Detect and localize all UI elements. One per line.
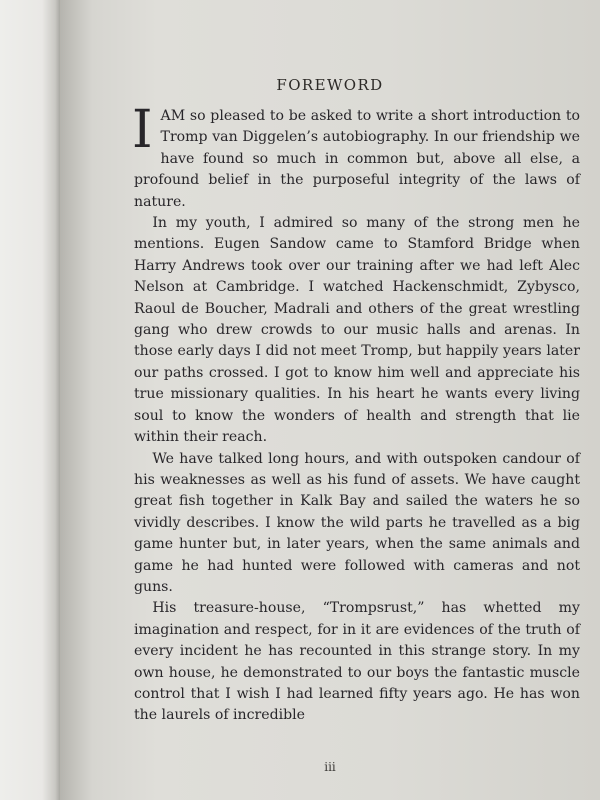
left-page-edge bbox=[0, 0, 60, 800]
book-page bbox=[60, 0, 600, 800]
drop-cap: I bbox=[132, 100, 153, 160]
paragraph-1-text: AM so pleased to be asked to write a short introduction to Tromp van Diggelen’s autobiography. In our friendship we have found so much in common but, above all else, a profound belief in the purposeful integrity of the laws of nature. bbox=[134, 108, 580, 210]
page-title: FOREWORD bbox=[276, 76, 384, 94]
paragraph-4: His treasure-house, “Trompsrust,” has whetted my imagination and respect, for in it are evidences of the truth of every incident he has recounted in this strange story. In my own house, he demonstrated to our boys the fantastic muscle control that I wish I had learned fifty years ago. He has won the laurels of incredible bbox=[134, 600, 580, 724]
paragraph-1 bbox=[132, 100, 580, 213]
paragraph-3: We have talked long hours, and with outspoken candour of his weaknesses as well as his fund of assets. We have caught great fish together in Kalk Bay and sailed the waters he so vividly describes. I know the wild parts he travelled as a big game hunter but, in later years, when the same animals and game he had hunted were followed with cameras and not guns. bbox=[134, 450, 580, 595]
page-number: iii bbox=[324, 760, 336, 774]
paragraph-2: In my youth, I admired so many of the strong men he mentions. Eugen Sandow came to Stamford Bridge when Harry Andrews took over our training after we had left Alec Nelson at Cambridge. I watched Hackenschmidt, Zybysco, Raoul de Boucher, Madrali and others of the great wrestling gang who drew crowds to our music halls and arenas. In those early days I did not meet Tromp, but happily years later our paths crossed. I got to know him well and appreciate his true missionary qualities. In his heart he wants every living soul to know the wonders of health and strength that lie within their reach. bbox=[134, 215, 580, 446]
body-text bbox=[132, 100, 580, 727]
